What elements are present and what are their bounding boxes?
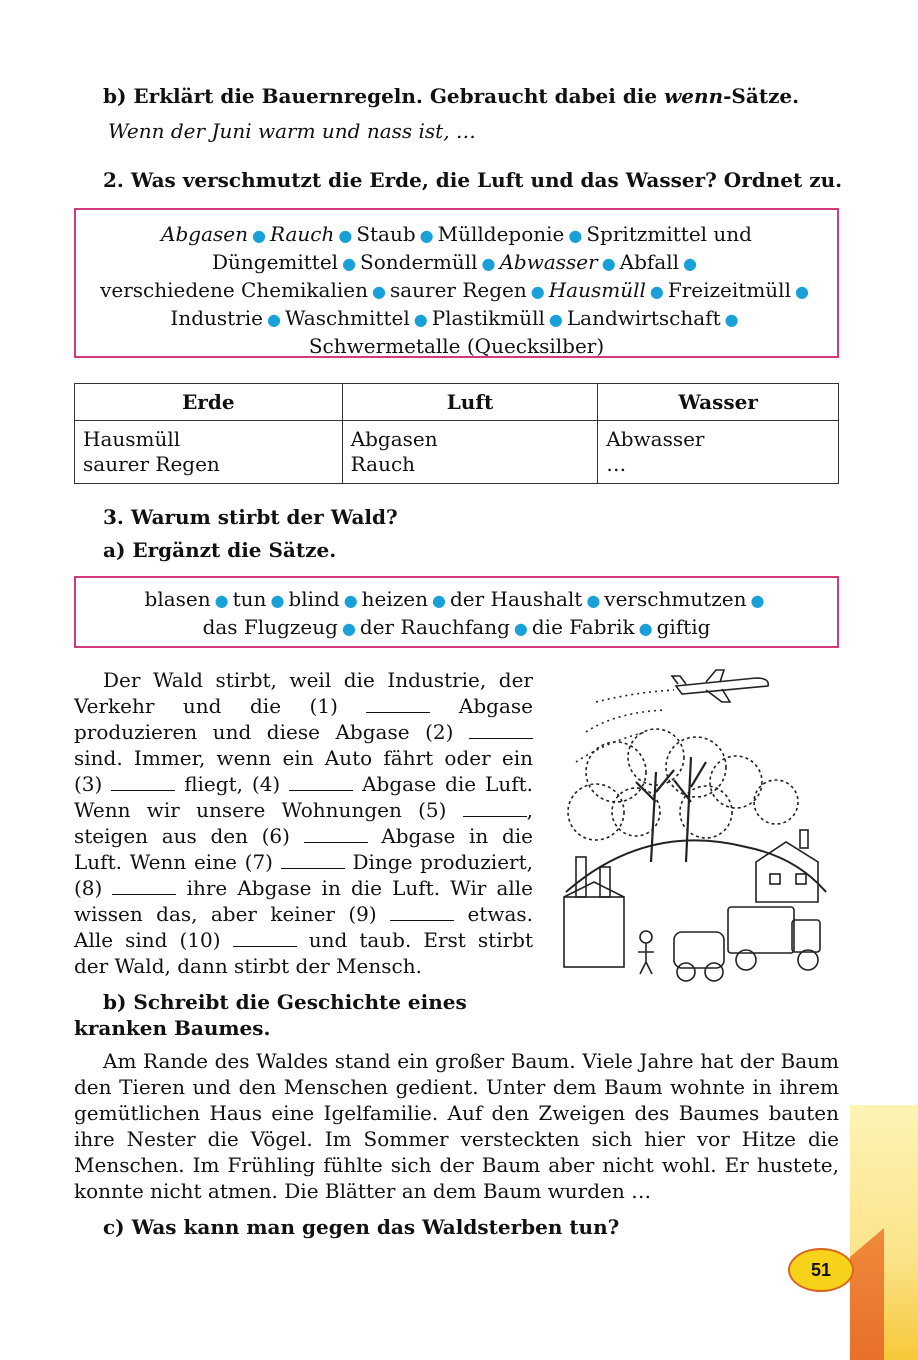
word-item: Abgasen (161, 222, 248, 246)
table-cell-wasser: Abwasser … (598, 421, 839, 484)
gap-blank[interactable] (366, 694, 430, 713)
gap-blank[interactable] (304, 824, 368, 843)
word-box-line-1: blasen ● tun ● blind ● heizen ● der Haushalt ● verschmutzen ● (144, 587, 765, 611)
sort-table (74, 383, 839, 484)
word-item: Sondermüll (360, 250, 478, 274)
ex3c-heading: c) Was kann man gegen das Waldsterben tun? (103, 1215, 620, 1239)
airplane-icon (672, 670, 768, 702)
ex3-word-box (74, 576, 839, 648)
word-item: blind (288, 587, 340, 611)
word-box-line-2: Düngemittel ● Sondermüll ● Abwasser ● Abfall ● (211, 250, 698, 274)
word-item: Abwasser (499, 250, 598, 274)
gap-blank[interactable] (233, 928, 297, 947)
word-box-line-1: Abgasen ● Rauch ● Staub ● Mülldeponie ● Spritzmittel und (161, 222, 752, 246)
word-item: saurer Regen (389, 278, 527, 302)
ex2-heading: 2. Was verschmutzt die Erde, die Luft und das Wasser? Ordnet zu. (103, 168, 843, 192)
gap-blank[interactable] (463, 798, 527, 817)
word-item: giftig (656, 615, 711, 639)
word-item: blasen (144, 587, 211, 611)
gap-blank[interactable] (469, 720, 533, 739)
gap-blank[interactable] (281, 850, 345, 869)
word-box-line-3: verschiedene Chemikalien ● saurer Regen ● Hausmüll ● Freizeitmüll ● (100, 278, 809, 302)
ex3-heading: 3. Warum stirbt der Wald? (103, 505, 398, 529)
gap-blank[interactable] (112, 876, 176, 895)
ex2-word-box (74, 208, 839, 358)
table-header-erde: Erde (75, 384, 343, 421)
word-item: Hausmüll (548, 278, 646, 302)
page-number: 51 (788, 1248, 854, 1292)
word-item: die Fabrik (531, 615, 635, 639)
word-item: verschmutzen (604, 587, 747, 611)
word-item: Rauch (269, 222, 335, 246)
word-item: Landwirtschaft (566, 306, 721, 330)
word-item: Mülldeponie (437, 222, 565, 246)
word-item: Industrie (170, 306, 263, 330)
word-item: das Flugzeug (202, 615, 338, 639)
story-text: Am Rande des Waldes stand ein großer Baum. Viele Jahre hat der Baum den Tieren und den Menschen gedient. Unter dem Baum wohnte in ihrem gemütlichen Haus eine Igelfamilie. Auf den Zweigen des Baumes bauten ihre Nester die Vögel. Im Sommer versteckten sich hier vor Hitze die Menschen. Im Frühling fühlte sich der Baum aber nicht wohl. Er hustete, konnte nicht atmen. Die Blätter an dem Baum wurden … (74, 1049, 839, 1203)
word-item: der Rauchfang (359, 615, 510, 639)
word-item: heizen (361, 587, 429, 611)
table-header-wasser: Wasser (598, 384, 839, 421)
word-item: Abfall (619, 250, 680, 274)
word-item: Freizeitmüll (667, 278, 791, 302)
word-item: Waschmittel (284, 306, 410, 330)
gap-blank[interactable] (390, 902, 454, 921)
word-item: Plastikmüll (431, 306, 545, 330)
word-box-line-5 (76, 333, 837, 359)
ex3a-heading: a) Ergänzt die Sätze. (103, 538, 337, 562)
ex1b-example: Wenn der Juni warm und nass ist, … (108, 119, 476, 143)
table-header-luft: Luft (342, 384, 598, 421)
word-item: verschiedene Chemikalien (100, 278, 368, 302)
word-item: tun (232, 587, 267, 611)
gap-fill-text: Der Wald stirbt, weil die Industrie, der Verkehr und die (1) Abgase produzieren und diese Abgase (2) sind. Immer, wenn ein Auto fährt oder ein (3) fliegt, (4) Abgase die Luft. Wenn wir unsere Wohnungen (5) , steigen aus den (6) Abgase in die Luft. Wenn eine (7) Dinge produziert, (8) ihre Abgase in die Luft. Wir alle wissen das, aber keiner (9) etwas. Alle sind (10) und taub. Erst stirbt der Wald, dann stirbt der Mensch. (74, 668, 534, 978)
ex3b-heading: b) Schreibt die Geschichte eines kranken Baumes. (74, 990, 467, 1040)
ex1b-heading: b) Erklärt die Bauernregeln. Gebraucht dabei die wenn-Sätze. (103, 84, 800, 108)
word-box-line-4: Industrie ● Waschmittel ● Plastikmüll ● Landwirtschaft ● (170, 306, 739, 330)
table-cell-luft: Abgasen Rauch (342, 421, 598, 484)
word-item: der Haushalt (450, 587, 583, 611)
gap-blank[interactable] (289, 772, 353, 791)
word-item: Staub (356, 222, 416, 246)
pollution-illustration (556, 662, 840, 998)
gap-blank[interactable] (111, 772, 175, 791)
word-box-line-2: das Flugzeug ● der Rauchfang ● die Fabrik ● giftig (202, 615, 711, 639)
table-cell-erde: Hausmüll saurer Regen (75, 421, 343, 484)
word-item: Schwermetalle (Quecksilber) (308, 334, 605, 358)
